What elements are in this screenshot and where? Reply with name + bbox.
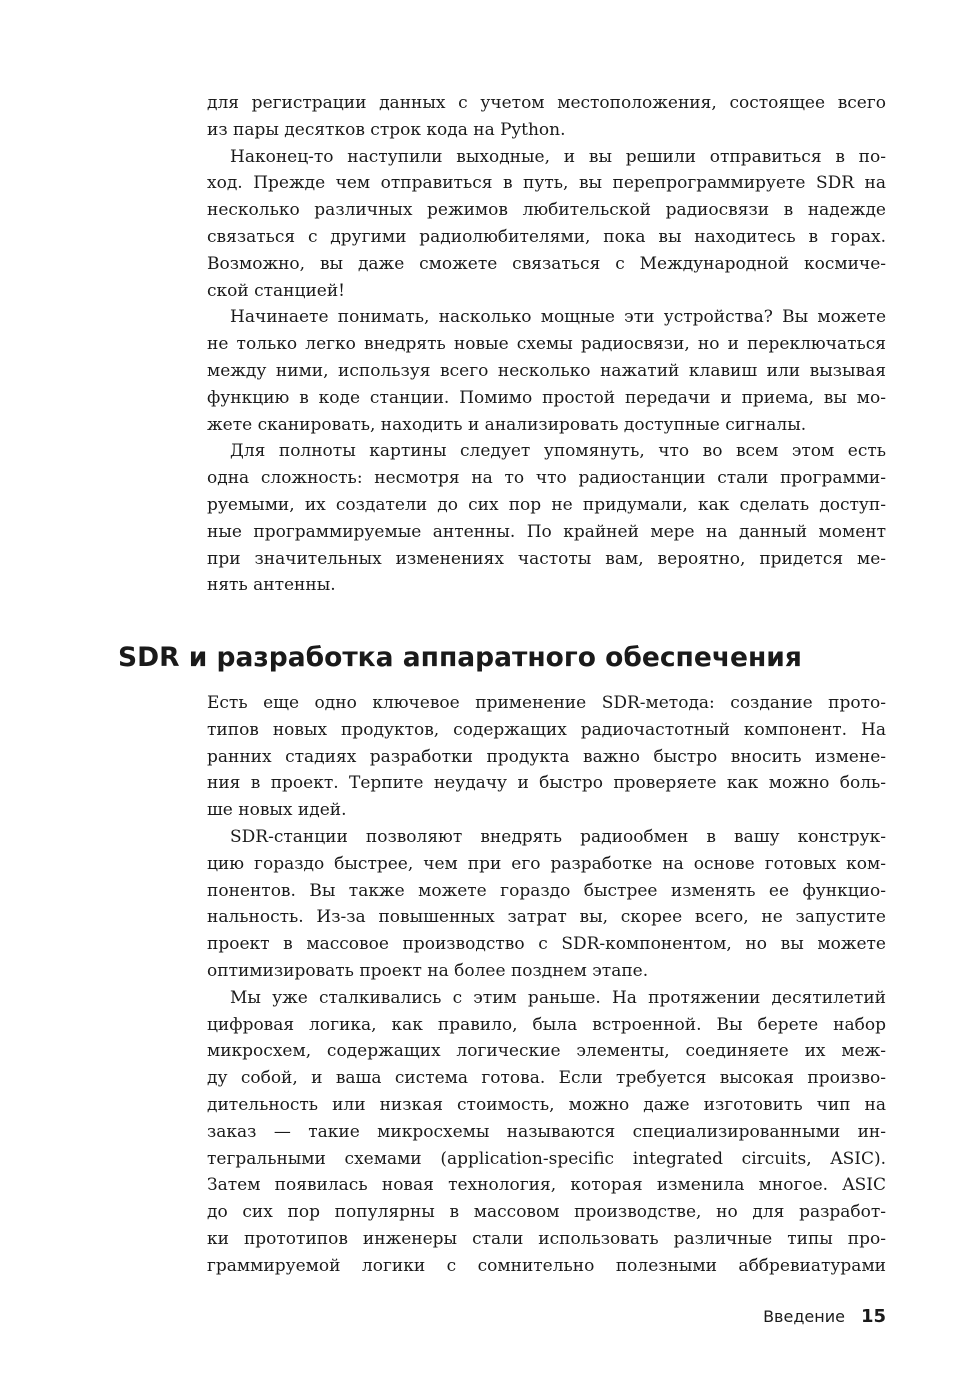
text-line: жете сканировать, находить и анализировать доступные сигналы. bbox=[207, 414, 807, 435]
text-line: заказ — такие микросхемы называются специализированными ин- bbox=[207, 1121, 886, 1142]
text-line: Затем появилась новая технология, которая изменила многое. ASIC bbox=[207, 1175, 886, 1196]
text-line: Возможно, вы даже сможете связаться с Международной космиче- bbox=[207, 253, 886, 274]
text-line: ход. Прежде чем отправиться в путь, вы перепрограммируете SDR на bbox=[207, 173, 886, 194]
text-line: граммируемой логики с сомнительно полезными аббревиатурами bbox=[207, 1255, 886, 1276]
text-line: типов новых продуктов, содержащих радиочастотный компонент. На bbox=[207, 719, 886, 740]
text-line: SDR-станции позволяют внедрять радиообмен в вашу конструк- bbox=[230, 826, 886, 847]
text-line: из пары десятков строк кода на Python. bbox=[207, 119, 566, 140]
text-line: ской станцией! bbox=[207, 280, 345, 301]
body-text-section-1 bbox=[207, 90, 886, 599]
text-line: ки прототипов инженеры стали использовать различные типы про- bbox=[207, 1228, 886, 1249]
text-line: ные программируемые антенны. По крайней мере на данный момент bbox=[207, 521, 886, 542]
text-line: тегральными схемами (application-specific integrated circuits, ASIC). bbox=[207, 1148, 886, 1169]
section-heading: SDR и разработка аппаратного обеспечения bbox=[118, 642, 802, 673]
text-line: ду собой, и ваша система готова. Если требуется высокая произво- bbox=[207, 1068, 886, 1089]
text-line: при значительных изменениях частоты вам, вероятно, придется ме- bbox=[207, 548, 886, 569]
text-line: несколько различных режимов любительской радиосвязи в надежде bbox=[207, 200, 886, 221]
text-line: нять антенны. bbox=[207, 575, 336, 596]
text-line: понентов. Вы также можете гораздо быстрее изменять ее функцио- bbox=[207, 880, 886, 901]
page-number: 15 bbox=[860, 1306, 886, 1327]
text-line: проект в массовое производство с SDR-компонентом, но вы можете bbox=[207, 934, 886, 955]
page-footer bbox=[763, 1306, 886, 1327]
text-line: дительность или низкая стоимость, можно даже изготовить чип на bbox=[207, 1094, 886, 1115]
text-line: оптимизировать проект на более позднем этапе. bbox=[207, 960, 649, 981]
text-line: связаться с другими радиолюбителями, пока вы находитесь в горах. bbox=[207, 226, 886, 247]
text-line: Для полноты картины следует упомянуть, что во всем этом есть bbox=[230, 441, 886, 462]
text-line: функцию в коде станции. Помимо простой передачи и приема, вы мо- bbox=[207, 387, 886, 408]
text-line: цифровая логика, как правило, была встроенной. Вы берете набор bbox=[207, 1014, 886, 1035]
text-line: одна сложность: несмотря на то что радиостанции стали программи- bbox=[207, 468, 886, 489]
text-line: цию гораздо быстрее, чем при его разработке на основе готовых ком- bbox=[207, 853, 886, 874]
text-line: между ними, используя всего несколько нажатий клавиш или вызывая bbox=[207, 360, 886, 381]
text-line: микросхем, содержащих логические элементы, соединяете их меж- bbox=[207, 1041, 886, 1062]
text-line: для регистрации данных с учетом местоположения, состоящее всего bbox=[207, 93, 886, 113]
text-line: не только легко внедрять новые схемы радиосвязи, но и переключаться bbox=[207, 334, 886, 355]
text-line: Мы уже сталкивались с этим раньше. На протяжении десятилетий bbox=[230, 987, 886, 1008]
text-line: Начинаете понимать, насколько мощные эти устройства? Вы можете bbox=[230, 307, 886, 328]
body-text-section-2 bbox=[207, 690, 886, 1280]
text-line: Наконец-то наступили выходные, и вы решили отправиться в по- bbox=[230, 146, 886, 167]
text-line: ранних стадиях разработки продукта важно быстро вносить измене- bbox=[207, 746, 886, 767]
text-line: Есть еще одно ключевое применение SDR-метода: создание прото- bbox=[207, 693, 886, 713]
text-line: до сих пор популярны в массовом производстве, но для разработ- bbox=[207, 1202, 886, 1223]
text-line: нальность. Из-за повышенных затрат вы, скорее всего, не запустите bbox=[207, 907, 886, 928]
running-footer-title: Введение bbox=[763, 1307, 845, 1326]
text-line: руемыми, их создатели до сих пор не придумали, как сделать доступ- bbox=[207, 494, 886, 515]
text-line: ния в проект. Терпите неудачу и быстро проверяете как можно боль- bbox=[207, 773, 886, 794]
text-line: ше новых идей. bbox=[207, 800, 347, 821]
